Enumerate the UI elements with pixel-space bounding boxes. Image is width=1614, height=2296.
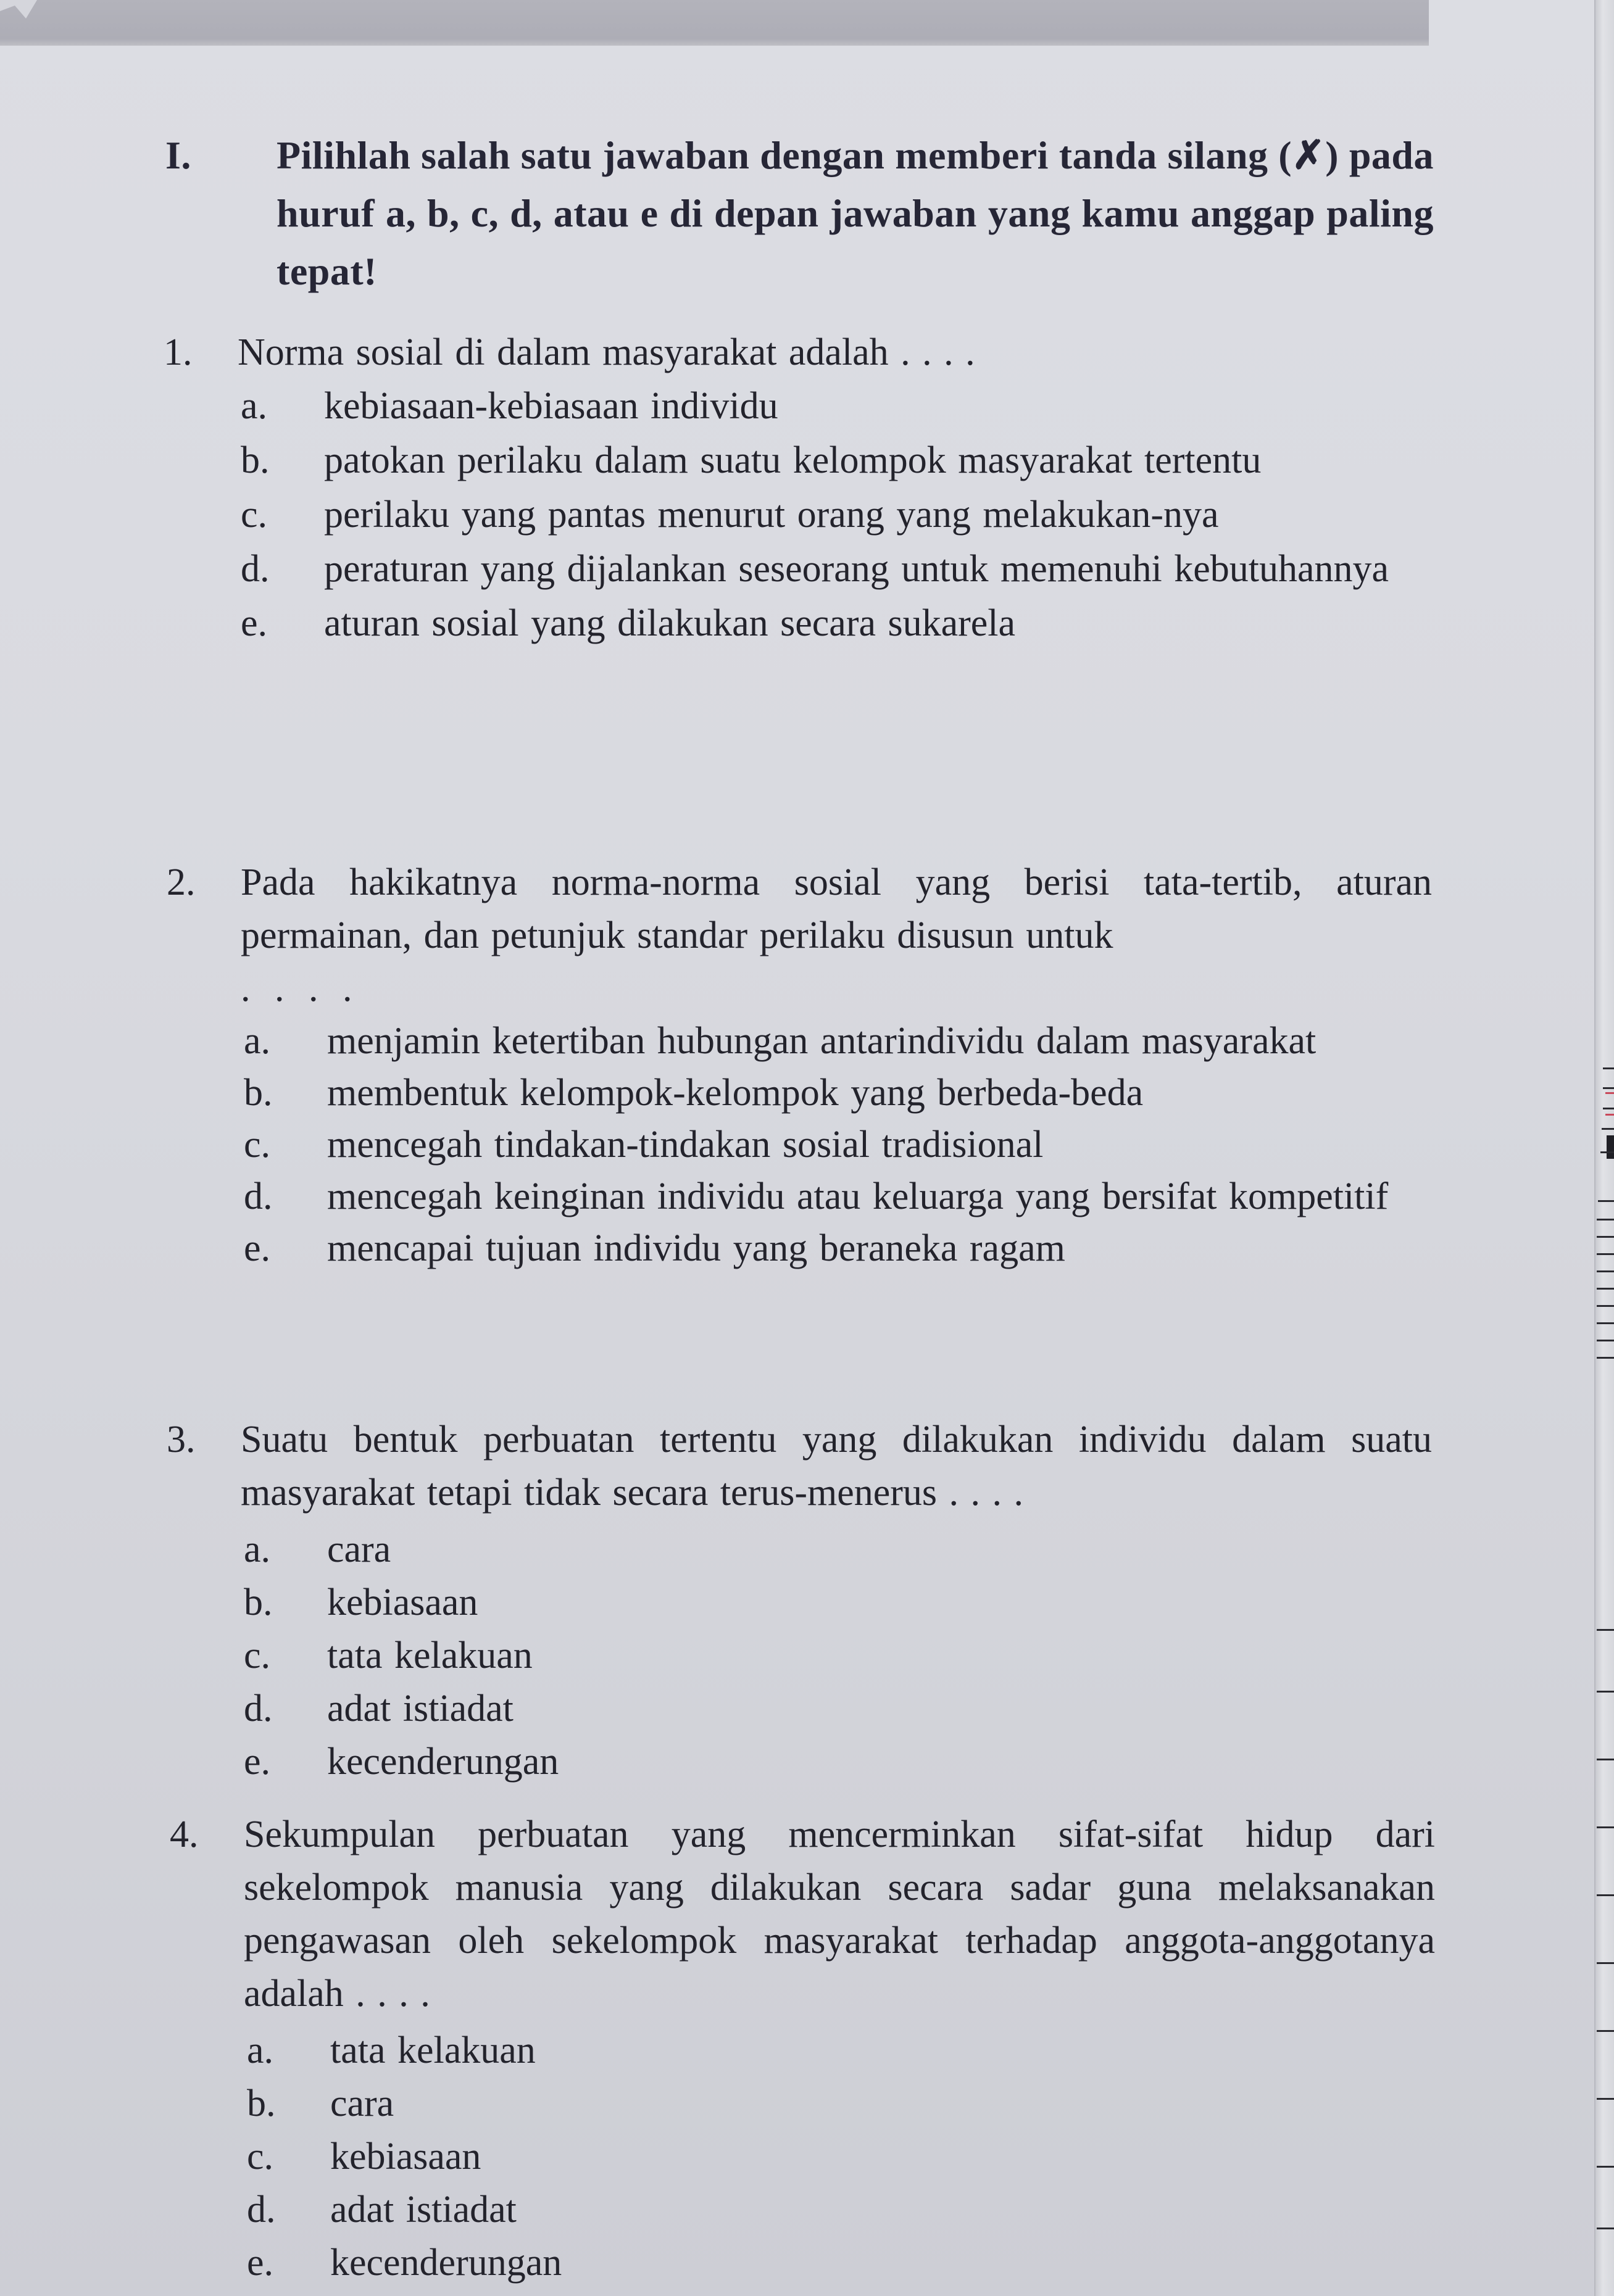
option-letter: e. (241, 602, 268, 644)
edge-tick (1597, 1894, 1614, 1896)
option-text: kecenderungan (330, 2242, 562, 2284)
option-letter: b. (241, 439, 270, 481)
section-instructions (165, 126, 1434, 300)
option-text: tata kelakuan (327, 1635, 533, 1676)
option-a[interactable] (244, 1015, 1432, 1067)
question-number: 3. (167, 1419, 196, 1461)
option-e[interactable] (244, 1222, 1432, 1274)
question-ellipsis: . . . . (241, 968, 360, 1009)
edge-tick (1597, 1629, 1614, 1631)
edge-tick (1597, 2098, 1614, 2100)
edge-tick (1597, 1759, 1614, 1760)
option-letter: b. (244, 1072, 273, 1114)
option-b[interactable] (247, 2077, 1435, 2130)
option-d[interactable] (244, 1171, 1432, 1222)
option-text: mencapai tujuan individu yang beraneka ragam (327, 1227, 1065, 1269)
edge-tick (1597, 1826, 1614, 1828)
option-text: cara (327, 1528, 391, 1570)
cross-mark-icon: ✗ (1292, 133, 1326, 177)
edge-tick (1603, 1087, 1614, 1089)
edge-tick (1597, 2030, 1614, 2032)
option-a[interactable] (241, 379, 1429, 433)
option-text: tata kelakuan (330, 2029, 536, 2071)
option-c[interactable] (244, 1629, 1432, 1682)
edge-tick (1597, 1691, 1614, 1693)
option-letter: b. (247, 2083, 276, 2124)
edge-tick (1597, 1253, 1614, 1255)
option-letter: a. (244, 1528, 271, 1570)
edge-tick (1597, 2228, 1614, 2229)
edge-tick (1597, 1340, 1614, 1341)
option-d[interactable] (244, 1682, 1432, 1735)
question-text: Pada hakikatnya norma-norma sosial yang berisi tata-tertib, aturan permainan, dan petunjuk standar perilaku disusun untuk (241, 861, 1432, 956)
option-letter: d. (247, 2189, 276, 2231)
option-letter: e. (247, 2242, 274, 2284)
question-4 (170, 1808, 1435, 2289)
option-letter: a. (247, 2029, 274, 2071)
question-number: 2. (167, 861, 196, 903)
option-text: adat istiadat (330, 2189, 517, 2231)
option-letter: d. (244, 1688, 273, 1730)
option-c[interactable] (244, 1119, 1432, 1171)
option-letter: a. (244, 1020, 271, 1062)
option-letter: e. (244, 1227, 271, 1269)
option-letter: d. (244, 1175, 273, 1217)
option-c[interactable] (247, 2130, 1435, 2183)
option-text: mencegah tindakan-tindakan sosial tradisional (327, 1124, 1044, 1166)
option-letter: d. (241, 548, 270, 590)
option-text: cara (330, 2083, 394, 2124)
question-3 (167, 1413, 1432, 1788)
question-text: Suatu bentuk perbuatan tertentu yang dilakukan individu dalam suatu masyarakat tetapi tidak secara terus-menerus . . . . (241, 1419, 1432, 1514)
option-letter: c. (244, 1124, 271, 1166)
question-text: Sekumpulan perbuatan yang mencerminkan sifat-sifat hidup dari sekelompok manusia yang dilakukan secara sadar guna melaksanakan pengawasan oleh sekelompok masyarakat terhadap anggota-anggotanya adalah . . . . (244, 1813, 1435, 2015)
option-letter: c. (241, 494, 268, 536)
option-d[interactable] (247, 2183, 1435, 2236)
edge-tick (1600, 1151, 1614, 1153)
option-text: mencegah keinginan individu atau keluarga yang bersifat kompetitif (327, 1175, 1389, 1217)
option-b[interactable] (244, 1576, 1432, 1629)
edge-tick (1597, 2166, 1614, 2168)
option-text: patokan perilaku dalam suatu kelompok masyarakat tertentu (324, 439, 1262, 481)
option-text: perilaku yang pantas menurut orang yang melakukan-nya (324, 494, 1219, 536)
edge-tick (1602, 1128, 1614, 1130)
edge-tick (1597, 1962, 1614, 1964)
option-letter: b. (244, 1581, 273, 1623)
option-a[interactable] (247, 2024, 1435, 2077)
page-edge-binding (1594, 0, 1614, 2296)
option-text: membentuk kelompok-kelompok yang berbeda-beda (327, 1072, 1144, 1114)
instruction-text (277, 126, 1434, 300)
edge-tick (1598, 1200, 1614, 1202)
question-number: 1. (164, 331, 193, 373)
option-text: adat istiadat (327, 1688, 514, 1730)
edge-tick (1597, 1305, 1614, 1307)
option-e[interactable] (241, 596, 1429, 650)
option-text: menjamin ketertiban hubungan antarindividu dalam masyarakat (327, 1020, 1317, 1062)
option-text: peraturan yang dijalankan seseorang untuk memenuhi kebutuhannya (324, 548, 1389, 590)
edge-tick-red (1605, 1114, 1614, 1116)
option-letter: c. (247, 2136, 274, 2178)
edge-tick (1597, 1357, 1614, 1359)
edge-tick (1597, 1219, 1614, 1221)
edge-tick (1597, 1322, 1614, 1324)
option-letter: e. (244, 1741, 271, 1783)
question-text: Norma sosial di dalam masyarakat adalah . . . . (238, 331, 975, 373)
question-2 (167, 856, 1432, 1274)
option-text: kebiasaan (327, 1581, 478, 1623)
option-b[interactable] (244, 1067, 1432, 1119)
edge-tick (1597, 1270, 1614, 1272)
option-a[interactable] (244, 1523, 1432, 1576)
instruction-text-part: ) pada huruf a, b, c, d, atau e di depan jawaban yang kamu anggap paling tepat! (277, 133, 1434, 293)
section-number: I. (165, 133, 191, 177)
option-b[interactable] (241, 433, 1429, 487)
option-text: aturan sosial yang dilakukan secara sukarela (324, 602, 1016, 644)
top-shadow-band (0, 0, 1429, 46)
option-e[interactable] (244, 1735, 1432, 1788)
option-text: kebiasaan (330, 2136, 481, 2178)
instruction-text-part: Pilihlah salah satu jawaban dengan memberi tanda silang ( (277, 133, 1292, 177)
top-band-tear (0, 0, 37, 19)
edge-block (1607, 1135, 1614, 1159)
option-letter: c. (244, 1635, 271, 1676)
option-d[interactable] (241, 542, 1429, 596)
edge-tick (1597, 1236, 1614, 1238)
question-number: 4. (170, 1813, 199, 1855)
answer-options (247, 2024, 1435, 2289)
answer-options (244, 1015, 1432, 1274)
edge-tick (1603, 1067, 1614, 1069)
edge-tick-red (1605, 1092, 1614, 1094)
option-letter: a. (241, 385, 268, 427)
edge-tick (1603, 1108, 1614, 1109)
option-c[interactable] (241, 487, 1429, 542)
option-e[interactable] (247, 2236, 1435, 2289)
answer-options (241, 379, 1429, 650)
answer-options (244, 1523, 1432, 1788)
question-1 (164, 326, 1429, 650)
option-text: kebiasaan-kebiasaan individu (324, 385, 778, 427)
edge-tick (1597, 1288, 1614, 1290)
option-text: kecenderungan (327, 1741, 559, 1783)
